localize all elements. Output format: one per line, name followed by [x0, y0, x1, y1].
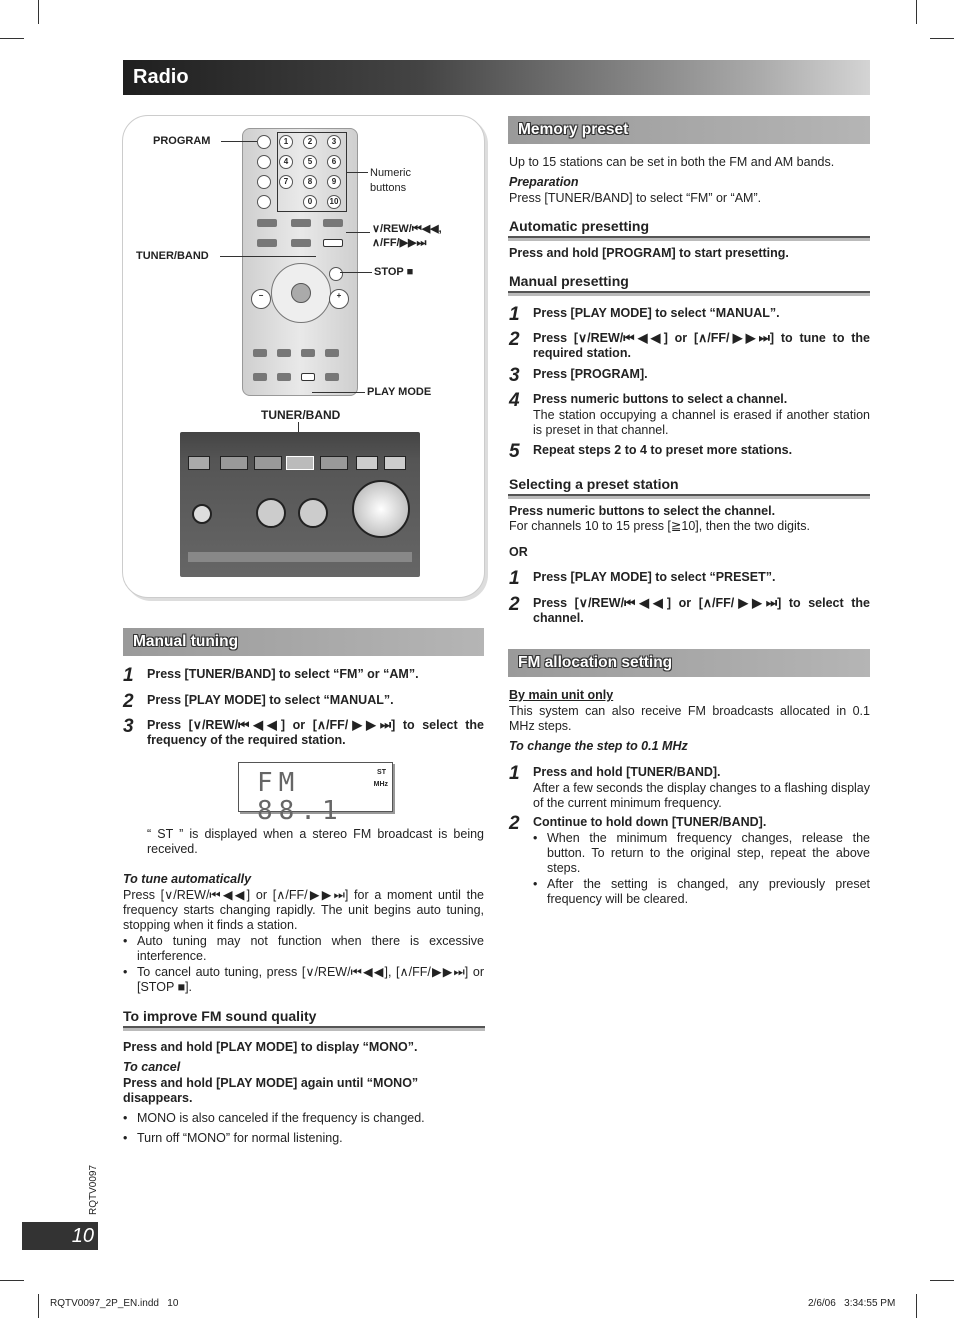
page-number-box: [22, 1222, 98, 1250]
display-st-indicator: ST: [377, 769, 386, 776]
step-text: Press and hold [TUNER/BAND].: [533, 765, 721, 779]
step-number: 5: [509, 441, 520, 462]
subsection-title: To improve FM sound quality: [123, 1008, 317, 1024]
subsection-rule: [508, 291, 870, 296]
list-item: • To cancel auto tuning, press [∨/REW/⏮◀◀], [∧/FF/▶▶⏭] or [STOP ■].: [137, 965, 484, 995]
select-preset-text: Press numeric buttons to select the channel.: [509, 504, 776, 518]
cancel-title: To cancel: [123, 1060, 181, 1074]
preparation-title: Preparation: [509, 175, 579, 189]
section-header-fm-allocation: [508, 649, 870, 677]
step-number: 1: [123, 665, 134, 686]
section-title: Memory preset: [518, 121, 629, 138]
step-text: Press [TUNER/BAND] to select “FM” or “AM”.: [147, 667, 419, 681]
step-number: 3: [509, 365, 520, 386]
step-text: Press [PLAY MODE] to select “MANUAL”.: [147, 693, 394, 707]
unit-tuner-band-callout: TUNER/BAND: [261, 408, 341, 422]
fm-display-illustration: [238, 762, 393, 826]
tuner-band-callout: TUNER/BAND: [136, 250, 209, 262]
change-step-title: To change the step to 0.1 MHz: [509, 739, 688, 753]
section-title: FM allocation setting: [518, 654, 673, 671]
select-preset-note: For channels 10 to 15 press [≧10], then the two digits.: [509, 519, 810, 533]
list-item: • Turn off “MONO” for normal listening.: [137, 1131, 484, 1146]
improve-fm-instruction: Press and hold [PLAY MODE] to display “MONO”.: [123, 1040, 418, 1054]
section-header-manual-tuning: [123, 628, 484, 656]
subsection-rule: [508, 236, 870, 241]
stereo-note: “ ST ” is displayed when a stereo FM broadcast is being received.: [147, 827, 484, 856]
callout-line: [340, 272, 372, 273]
list-item: • After the setting is changed, any previously preset frequency will be cleared.: [547, 877, 870, 907]
step-text: Press [PLAY MODE] to select “MANUAL”.: [533, 306, 780, 320]
crop-mark: [930, 1280, 954, 1281]
step-number: 1: [509, 763, 520, 784]
list-item: • When the minimum frequency changes, release the button. To return to the original step, repeat the above steps.: [547, 831, 870, 876]
step-number: 1: [509, 568, 520, 589]
subsection-title: Manual presetting: [509, 273, 629, 289]
step-number: 3: [123, 716, 134, 737]
subsection-title: Selecting a preset station: [509, 476, 679, 492]
section-title: Manual tuning: [133, 633, 239, 650]
display-frequency: FM 88.1: [257, 768, 344, 826]
cancel-text: Press and hold [PLAY MODE] again until “MONO” disappears.: [123, 1076, 419, 1105]
callout-line: [346, 232, 370, 233]
crop-mark: [0, 38, 24, 39]
memory-preset-intro: Up to 15 stations can be set in both the FM and AM bands.: [509, 155, 835, 169]
crop-mark: [0, 1280, 24, 1281]
list-item: • MONO is also canceled if the frequency is changed.: [137, 1111, 484, 1126]
main-unit-image: [180, 432, 420, 577]
subsection-title: Automatic presetting: [509, 218, 650, 234]
rew-ff-callout: [372, 222, 442, 250]
step-number: 4: [509, 390, 520, 411]
subsection-rule: [123, 1026, 485, 1031]
step-text: Press [PLAY MODE] to select “PRESET”.: [533, 570, 776, 584]
page-header-bar: [123, 60, 870, 95]
auto-tune-text: Press [∨/REW/⏮◀◀] or [∧/FF/▶▶⏭] for a moment until the frequency starts changing rapidly. The unit begins auto tuning, stopping when it finds a station.: [123, 888, 484, 932]
stop-callout: STOP ■: [374, 266, 414, 278]
callout-line: [346, 172, 368, 173]
crop-mark: [930, 38, 954, 39]
callout-line: [220, 256, 316, 257]
program-callout: PROGRAM: [153, 135, 211, 147]
page-title: Radio: [133, 66, 189, 88]
step-text: Press [PROGRAM].: [533, 367, 648, 381]
remote-control-image: 1 2 3 4 5 6 7 8 9 0 10 − +: [242, 128, 358, 396]
crop-mark: [38, 1294, 39, 1318]
step-number: 2: [123, 691, 134, 712]
step-text: Press numeric buttons to select a channel.: [533, 392, 788, 406]
step-number: 2: [509, 329, 520, 350]
page-number: 10: [71, 1225, 94, 1247]
callout-line: [312, 392, 365, 393]
step-text: Press [∨/REW/⏮◀◀] or [∧/FF/▶▶⏭] to select the channel.: [533, 596, 870, 625]
crop-mark: [916, 1294, 917, 1318]
step-number: 1: [509, 304, 520, 325]
document-code: RQTV0097: [88, 1164, 99, 1215]
display-mhz-indicator: MHz: [373, 781, 388, 788]
step-number: 2: [509, 594, 520, 615]
crop-mark: [916, 0, 917, 24]
step-text: Continue to hold down [TUNER/BAND].: [533, 815, 767, 829]
list-item: • Auto tuning may not function when there is excessive interference.: [137, 934, 484, 964]
footer-timestamp: 2/6/06 3:34:55 PM: [808, 1298, 896, 1309]
step-text: Press [∨/REW/⏮◀◀] or [∧/FF/▶▶⏭] to tune to the required station.: [533, 331, 870, 360]
ff-callout-text: ∧/FF/▶▶⏭: [372, 237, 427, 249]
callout-line: [221, 141, 257, 142]
step-text: Repeat steps 2 to 4 to preset more stations.: [533, 443, 793, 457]
step-note: The station occupying a channel is erased if another station is preset in that channel.: [533, 408, 870, 437]
step-text: Press [∨/REW/⏮◀◀] or [∧/FF/▶▶⏭] to select the frequency of the required station.: [147, 718, 484, 747]
step-number: 2: [509, 813, 520, 834]
section-header-memory-preset: [508, 116, 870, 144]
subsection-rule: [508, 494, 870, 499]
numeric-buttons-callout: Numeric buttons: [370, 167, 411, 194]
crop-mark: [38, 0, 39, 24]
rew-callout-text: ∨/REW/⏮◀◀,: [372, 223, 442, 235]
footer-file-info: RQTV0097_2P_EN.indd 10: [50, 1298, 179, 1309]
auto-preset-text: Press and hold [PROGRAM] to start presetting.: [509, 246, 789, 260]
step-note: After a few seconds the display changes to a flashing display of the current minimum frequency.: [533, 781, 871, 810]
play-mode-callout: PLAY MODE: [367, 386, 432, 398]
auto-tune-title: To tune automatically: [123, 872, 252, 886]
preparation-text: Press [TUNER/BAND] to select “FM” or “AM”.: [509, 191, 762, 205]
main-unit-only-label: By main unit only: [509, 688, 614, 702]
fm-allocation-intro: This system can also receive FM broadcasts allocated in 0.1 MHz steps.: [509, 704, 870, 733]
or-label: OR: [509, 545, 528, 559]
